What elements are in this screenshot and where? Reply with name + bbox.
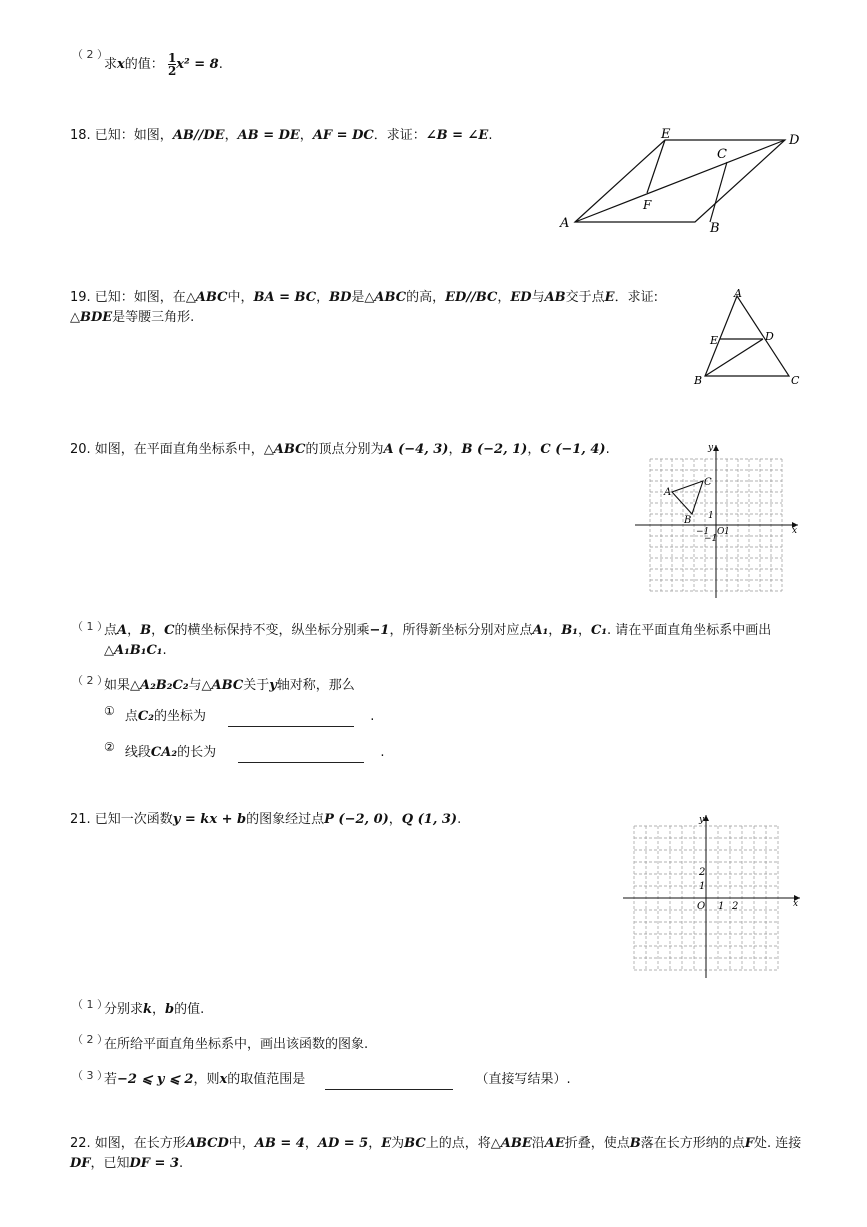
q19-label-a: A [734,288,742,300]
text-run: 22. 如图，在长方形 [70,1136,186,1151]
q20-sub1-pre: 点 [124,709,138,724]
math-run: y = kx + b [172,812,247,827]
text-run: ， [388,812,402,827]
text-run: 与 [531,290,545,305]
q19-label-d: D [765,330,774,343]
q18-end: . [488,128,493,143]
q18-figure [555,120,805,240]
text-run: 轴对称，那么 [276,678,355,693]
text-run: ， [304,1136,318,1151]
text-run: . [179,1156,184,1171]
q18-math-2: AB = DE [237,128,300,143]
q20-sub2-math: CA₂ [150,745,178,760]
q21-part2-line: 在所给平面直角坐标系中，画出该函数的图象. [104,1037,369,1052]
q20-sub2-end: . [380,745,385,760]
q19-label-c: C [791,374,800,387]
text-run: ， [527,442,541,457]
q20-label-y: y [708,443,714,453]
math-run: C (−1, 4) [540,442,606,457]
q20-tick-y1: 1 [708,511,714,521]
text-run: 上的点，将 [425,1136,491,1151]
math-run: P (−2, 0) [324,812,389,827]
text-run: 是 [351,290,365,305]
q18-label-e: E [661,127,671,142]
q19-label-e: E [710,334,719,347]
text-run: ， [577,623,591,638]
q17-part2-number: （ 2 ） [72,48,108,61]
q18-diagonal [575,140,785,222]
text-run: 处. 连接 [754,1136,802,1151]
math-run: BA = BC [253,290,317,305]
q21-tick-y1: 1 [699,881,706,892]
text-run: 点 [104,623,118,638]
q21-tick-x1: 1 [718,901,725,912]
q20-sub1 [104,706,374,727]
math-run: △ABC [364,290,407,305]
math-run: −1 [369,623,390,638]
text-run: . [605,442,610,457]
q19-label-b: B [694,374,703,387]
q19-figure [690,288,805,388]
q21-p3-math-2: x [219,1072,228,1087]
q17-expr: x² = 8 [176,57,219,72]
q17-var: x [117,57,125,72]
math-run: B (−2, 1) [461,442,528,457]
text-run: 的高， [406,290,446,305]
q21-tick-y2: 2 [699,867,706,878]
math-run: A (−4, 3) [383,442,449,457]
q21-p3-answer-blank[interactable] [325,1075,453,1090]
math-run: DF [70,1156,91,1171]
q21-p3-mid-1: ，则 [193,1072,220,1087]
text-run: 交于点 [565,290,605,305]
q21-part1-line [104,1000,204,1020]
math-run: F [744,1136,755,1151]
q20-sub1-answer-blank[interactable] [228,712,354,727]
q17-part2-text [104,52,223,77]
q20-y-arrow [713,445,719,451]
math-run: B [140,623,152,638]
text-run: 中， [227,290,254,305]
q20-origin: O [717,527,725,537]
q21-tick-x2: 2 [732,901,739,912]
text-run: ，所得新坐标分别对应点 [389,623,533,638]
math-run: E [381,1136,392,1151]
text-run: 20. 如图，在平面直角坐标系中， [70,442,264,457]
math-run: C₁ [590,623,608,638]
q20-tick-x1: 1 [724,527,730,537]
q21-p3-pre: 若 [104,1072,118,1087]
q20-sub1-math: C₂ [137,709,154,724]
math-run: △ABC [201,678,244,693]
q17-prefix: 求 [104,57,118,72]
q18-label-a: A [560,216,570,231]
q20-statement [70,440,610,460]
text-run: 关于 [243,678,270,693]
math-run: DF = 3 [129,1156,180,1171]
math-run: A [117,623,128,638]
q22-line-2 [70,1154,183,1174]
text-run: ， [497,290,511,305]
q22-line-1 [70,1134,801,1154]
q21-p3-math-1: −2 ⩽ y ⩽ 2 [117,1072,194,1087]
math-run: △A₂B₂C₂ [130,678,189,693]
math-run: BC [404,1136,426,1151]
q21-part3-number: （ 3 ） [72,1069,108,1082]
text-run: 落在长方形纳的点 [640,1136,745,1151]
text-run: 的图象经过点 [246,812,325,827]
q18-label-d: D [789,133,800,148]
math-run: C [164,623,175,638]
math-run: E [604,290,615,305]
text-run: 沿 [531,1136,545,1151]
text-run: 与 [188,678,202,693]
q20-sub2-pre: 线段 [124,745,151,760]
math-run: ED//BC [445,290,498,305]
q21-label-y: y [699,815,705,825]
text-run: 如果 [104,678,131,693]
q17-mid: 的值： [124,57,164,72]
math-run: B [629,1136,641,1151]
q20-sub2-answer-blank[interactable] [238,748,364,763]
q18-label-b: B [710,221,720,236]
text-run: ， [152,1002,166,1017]
q18-text-b: ．求证： [373,128,426,143]
math-run: k [143,1002,153,1017]
text-run: ．求证: [614,290,658,305]
q21-grid-figure [620,812,805,980]
q18-text-a: 18. 已知：如图， [70,128,173,143]
q18-label-f: F [643,198,652,212]
text-run: ， [368,1136,382,1151]
math-run: AD = 5 [317,1136,369,1151]
text-run: ， [151,623,165,638]
q20-tick-yneg1: −1 [704,534,718,544]
text-run: 为 [391,1136,405,1151]
q20-tick-xneg1: −1 [696,527,710,537]
text-run: ， [548,623,562,638]
text-run: ， [127,623,141,638]
math-run: △ABC [185,290,228,305]
math-run: ABCD [185,1136,229,1151]
math-run: △ABE [490,1136,532,1151]
text-run: ， [448,442,462,457]
text-run: 分别求 [104,1002,144,1017]
math-run: △A₁B₁C₁ [104,643,163,658]
q18-sep-1: ， [224,128,238,143]
q18-math-1: AB//DE [172,128,225,143]
text-run: 是等腰三角形. [112,310,195,325]
text-run: . 请在平面直角坐标系中画出 [607,623,772,638]
q20-sub2 [104,742,385,763]
math-run: b [165,1002,175,1017]
q21-label-x: x [793,899,799,909]
math-run: A₁ [532,623,549,638]
text-run: 的值. [174,1002,205,1017]
math-run: B₁ [561,623,578,638]
math-run: △BDE [70,310,113,325]
text-run: 21. 已知一次函数 [70,812,173,827]
q18-label-c: C [717,147,727,162]
q18-math-4: ∠B = ∠E [425,128,489,143]
q21-p3-post: （直接写结果）. [475,1072,571,1087]
text-run: 折叠，使点 [564,1136,630,1151]
q20-label-b: B [684,515,692,526]
q20-sub2-mark: ② [104,740,115,754]
math-run: BD [329,290,352,305]
q18-statement [70,126,493,146]
q17-frac-den: 2 [167,64,177,78]
q17-frac-num: 1 [167,51,177,65]
q21-statement [70,810,461,830]
math-run: Q (1, 3) [401,812,458,827]
text-run: . [162,643,167,658]
q21-origin: O [697,901,706,912]
text-run: . [457,812,462,827]
text-run: ，已知 [90,1156,130,1171]
text-run: ， [316,290,330,305]
q20-triangle-abc [672,481,703,514]
math-run: AB = 4 [254,1136,305,1151]
q20-sub2-post: 的长为 [177,745,217,760]
q20-sub1-mark: ① [104,704,115,718]
q20-part2-line [104,676,355,696]
q21-part2-number: （ 2 ） [72,1033,108,1046]
q20-part1-line-2 [104,641,167,661]
math-run: △ABC [263,442,306,457]
q18-math-3: AF = DC [312,128,374,143]
q19-line-1 [70,288,658,308]
math-run: AE [544,1136,565,1151]
q20-part2-number: （ 2 ） [72,674,108,687]
q21-part3-line [104,1070,571,1090]
q20-label-x: x [792,526,798,536]
q20-sub1-end: . [370,709,375,724]
q21-part1-number: （ 1 ） [72,998,108,1011]
text-run: 的横坐标保持不变，纵坐标分别乘 [174,623,370,638]
q20-label-a: A [664,487,672,498]
text-run: 中， [228,1136,255,1151]
math-run: y [269,678,277,693]
q20-label-c: C [704,477,712,488]
q20-part1-number: （ 1 ） [72,620,108,633]
q21-p3-mid-2: 的取值范围是 [227,1072,306,1087]
q17-end: . [218,57,223,72]
q19-line-2 [70,308,194,328]
q20-sub1-post: 的坐标为 [153,709,206,724]
text-run: 的顶点分别为 [305,442,384,457]
math-run: AB [544,290,566,305]
text-run: 19. 已知：如图，在 [70,290,186,305]
q20-grid-figure [630,440,805,602]
math-run: ED [510,290,532,305]
q18-sep-2: ， [299,128,313,143]
q20-part1-line-1 [104,621,771,641]
q18-segment-cb [710,162,727,222]
